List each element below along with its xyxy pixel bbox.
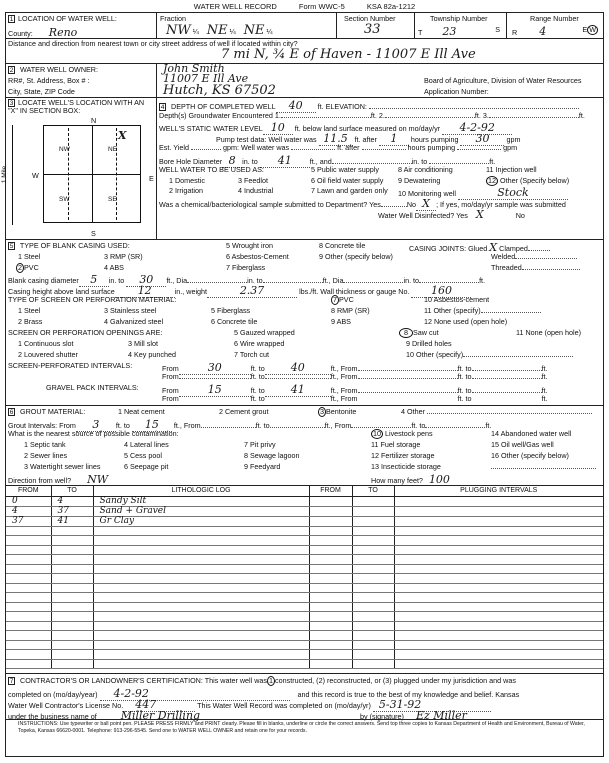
range-label: Range Number <box>530 14 579 23</box>
log-cell[interactable] <box>394 516 603 526</box>
opening-7[interactable]: 7 Torch cut <box>234 350 270 359</box>
log-cell[interactable]: Sandy Silt <box>93 496 309 506</box>
board-label: Board of Agriculture, Division of Water Resources <box>424 76 582 85</box>
log-cell[interactable] <box>394 621 603 631</box>
range-field[interactable]: R 4 E W <box>512 25 596 38</box>
log-cell[interactable] <box>51 526 93 536</box>
log-cell[interactable] <box>6 545 51 555</box>
log-cell[interactable] <box>394 526 603 536</box>
use-8[interactable]: 8 Air conditioning <box>398 165 453 174</box>
log-cell[interactable] <box>309 640 352 650</box>
welded-field[interactable]: Welded <box>491 252 577 261</box>
col-lithologic-log: LITHOLOGIC LOG <box>93 486 309 496</box>
section5-label: 5 TYPE OF BLANK CASING USED: <box>9 241 130 250</box>
contam-10[interactable]: 10 Livestock pens <box>373 429 433 438</box>
log-cell[interactable] <box>352 640 394 650</box>
gravel-interval-1[interactable]: From 15 ft. to 41 ft., From ft. to ft. <box>162 383 548 396</box>
section6-label: 6 GROUT MATERIAL: <box>9 407 86 416</box>
fraction-field[interactable]: NW ¼ NE ¼ NE ¼ <box>166 23 273 38</box>
contam-4[interactable]: 4 Lateral lines <box>124 440 169 449</box>
screen-9[interactable]: 9 ABS <box>331 317 351 326</box>
opening-9[interactable]: 9 Drilled holes <box>406 339 452 348</box>
log-cell[interactable] <box>309 621 352 631</box>
log-cell[interactable] <box>352 612 394 622</box>
contam-11[interactable]: 11 Fuel storage <box>371 440 421 449</box>
log-cell[interactable] <box>51 536 93 546</box>
opening-2[interactable]: 2 Louvered shutter <box>18 350 78 359</box>
signature-field[interactable]: by (signature) Ez Miller <box>360 709 467 722</box>
log-cell[interactable] <box>93 631 309 641</box>
opening-11[interactable]: 11 None (open hole) <box>516 328 581 337</box>
contam-12[interactable]: 12 Fertilizer storage <box>371 451 435 460</box>
casing-4[interactable]: 4 ABS <box>104 263 124 272</box>
grout-intervals-field[interactable]: Grout Intervals: From 3 ft. to 15 ft., From ft. to ft., From ft. to ft. <box>8 418 492 431</box>
quadrant-nw[interactable]: NW <box>59 146 70 153</box>
log-cell[interactable] <box>93 650 309 660</box>
feet-field[interactable]: How many feet? 100 <box>371 473 450 486</box>
log-cell[interactable] <box>51 545 93 555</box>
log-cell[interactable] <box>394 640 603 650</box>
owner-city-field[interactable]: Hutch, KS 67502 <box>163 83 276 98</box>
casing-joints-field[interactable]: CASING JOINTS: Glued X Clamped <box>409 241 550 254</box>
log-cell[interactable] <box>51 555 93 565</box>
application-number-label: Application Number: <box>424 87 489 96</box>
log-cell[interactable] <box>352 650 394 660</box>
log-cell[interactable] <box>394 564 603 574</box>
city-label: City, State, ZIP Code <box>8 87 75 96</box>
log-cell[interactable] <box>394 536 603 546</box>
log-cell[interactable] <box>6 526 51 536</box>
table-row <box>6 516 603 526</box>
screen-material-label: TYPE OF SCREEN OR PERFORATION MATERIAL: <box>8 295 177 304</box>
log-cell[interactable] <box>93 564 309 574</box>
log-cell[interactable] <box>51 659 93 669</box>
log-cell[interactable] <box>6 621 51 631</box>
opening-4[interactable]: 4 Key punched <box>128 350 176 359</box>
log-cell[interactable] <box>93 621 309 631</box>
contam-3[interactable]: 3 Watertight sewer lines <box>24 462 101 471</box>
log-cell[interactable] <box>93 574 309 584</box>
log-cell[interactable] <box>309 659 352 669</box>
casing-9[interactable]: 9 Other (specify below) <box>319 252 393 261</box>
log-cell[interactable] <box>51 640 93 650</box>
log-cell[interactable] <box>352 631 394 641</box>
opening-1[interactable]: 1 Continuous slot <box>18 339 74 348</box>
mile-label: 1 Mile <box>1 165 9 184</box>
log-cell[interactable] <box>6 574 51 584</box>
log-cell[interactable] <box>352 574 394 584</box>
use-5[interactable]: 5 Public water supply <box>311 165 379 174</box>
log-cell[interactable] <box>309 612 352 622</box>
log-cell[interactable] <box>6 602 51 612</box>
certification-line-1: 7 CONTRACTOR'S OR LANDOWNER'S CERTIFICATION: This water well was 1 constructed, (2) reconstructed, or (3) plugged under my jurisdiction and was <box>9 676 516 685</box>
opening-3[interactable]: 3 Mill slot <box>128 339 158 348</box>
table-row <box>6 526 603 536</box>
table-row <box>6 631 603 641</box>
screen-12[interactable]: 12 None used (open hole) <box>424 317 508 326</box>
log-cell[interactable] <box>309 526 352 536</box>
log-cell[interactable]: 37 <box>51 506 93 516</box>
screen-7[interactable]: 7 PVC <box>333 295 354 304</box>
log-cell[interactable]: 0 <box>6 496 51 506</box>
grout-2[interactable]: 2 Cement grout <box>219 407 269 416</box>
col-plug-from: FROM <box>309 486 352 496</box>
log-cell[interactable] <box>309 593 352 603</box>
log-cell[interactable] <box>6 659 51 669</box>
section3-label: 3 LOCATE WELL'S LOCATION WITH AN "X" IN SECTION BOX: <box>8 98 145 115</box>
table-row <box>6 659 603 669</box>
log-cell[interactable] <box>51 564 93 574</box>
quadrant-se[interactable]: SE <box>108 196 117 203</box>
instructions-text: INSTRUCTIONS: Use typewriter or ball point pen. PLEASE PRESS FIRMLY and PRINT clearly. Please fill in blanks, underline or circle the correct answers. Send top three copies to Kansas Department of Health and Environment, Bureau of Water, Topeka, Kansas 66620-0001. Telephone: 913-296-5545. Send one to WATER WELL OWNER and retain one for your records. <box>18 721 585 734</box>
log-cell[interactable]: Gr Clay <box>93 516 309 526</box>
log-cell[interactable] <box>51 602 93 612</box>
table-row <box>6 545 603 555</box>
screen-10[interactable]: 10 Asbestos-cement <box>424 295 490 304</box>
table-row <box>6 621 603 631</box>
use-4[interactable]: 4 Industrial <box>238 186 274 195</box>
log-cell[interactable] <box>51 574 93 584</box>
log-cell[interactable] <box>6 612 51 622</box>
south-label: S <box>91 229 96 238</box>
est-yield-field[interactable]: Est. Yield gpm: Well water was ft. after hours pumping gpm <box>159 143 518 152</box>
direction-field[interactable]: Direction from well? NW <box>8 473 109 486</box>
log-cell[interactable] <box>394 574 603 584</box>
log-cell[interactable] <box>394 555 603 565</box>
grout-3[interactable]: 3 Bentonite <box>320 407 357 416</box>
contam-other-field[interactable] <box>491 462 596 471</box>
table-row <box>6 496 603 506</box>
log-cell[interactable] <box>93 602 309 612</box>
log-cell[interactable] <box>93 526 309 536</box>
log-cell[interactable] <box>6 640 51 650</box>
use-12[interactable]: 12 Other (Specify below) <box>488 176 570 185</box>
screen-4[interactable]: 4 Galvanized steel <box>104 317 164 326</box>
log-cell[interactable] <box>394 631 603 641</box>
log-cell[interactable] <box>93 555 309 565</box>
county-field[interactable]: County: Reno <box>8 26 78 39</box>
casing-6[interactable]: 6 Asbestos-Cement <box>226 252 289 261</box>
log-cell[interactable] <box>309 564 352 574</box>
log-cell[interactable] <box>6 631 51 641</box>
business-name-field[interactable]: under the business name of Miller Drilling <box>8 709 201 722</box>
screen-5[interactable]: 5 Fiberglass <box>211 306 251 315</box>
log-cell[interactable] <box>309 555 352 565</box>
log-cell[interactable] <box>352 564 394 574</box>
log-cell[interactable] <box>51 631 93 641</box>
casing-3[interactable]: 3 RMP (SR) <box>104 252 143 261</box>
table-row <box>6 536 603 546</box>
log-cell[interactable] <box>394 659 603 669</box>
log-cell[interactable] <box>309 506 352 516</box>
township-field[interactable]: T 23 S <box>418 25 500 38</box>
use-11[interactable]: 11 Injection well <box>486 165 537 174</box>
log-cell[interactable] <box>51 593 93 603</box>
log-cell[interactable] <box>352 659 394 669</box>
casing-2[interactable]: 2 PVC <box>18 263 39 272</box>
log-cell[interactable] <box>352 506 394 516</box>
north-label: N <box>91 116 97 125</box>
log-cell[interactable] <box>394 612 603 622</box>
contam-2[interactable]: 2 Sewer lines <box>24 451 68 460</box>
log-cell[interactable] <box>309 650 352 660</box>
section1-label: 1 LOCATION OF WATER WELL: <box>9 14 117 23</box>
use-10[interactable]: 10 Monitoring well Stock <box>398 186 568 200</box>
contam-9[interactable]: 9 Feedyard <box>244 462 281 471</box>
pump-test-field[interactable]: Pump test data: Well water was 11.5 ft. after 1 hours pumping 30 gpm <box>216 132 521 145</box>
log-cell[interactable] <box>309 496 352 506</box>
distance-field[interactable]: 7 mi N, ¾ E of Haven - 11007 E Ill Ave <box>221 47 476 62</box>
township-label: Township Number <box>430 14 488 23</box>
owner-address-field[interactable]: 11007 E Ill Ave <box>163 72 249 85</box>
log-cell[interactable] <box>352 583 394 593</box>
log-cell[interactable] <box>352 496 394 506</box>
contamination-label: What is the nearest source of possible contamination: <box>8 429 179 438</box>
opening-6[interactable]: 6 Wire wrapped <box>234 339 285 348</box>
contam-5[interactable]: 5 Cess pool <box>124 451 162 460</box>
contam-16[interactable]: 16 Other (specify below) <box>491 451 569 460</box>
casing-7[interactable]: 7 Fiberglass <box>226 263 266 272</box>
static-level-field[interactable]: WELL'S STATIC WATER LEVEL 10 ft. below land surface measured on mo/day/yr 4-2-92 <box>159 121 512 135</box>
license-field[interactable]: Water Well Contractor's License No. 447 This Water Well Record was completed on (mo/day/yr) 5-31-92 <box>8 698 491 712</box>
col-to: TO <box>51 486 93 496</box>
log-cell[interactable] <box>93 536 309 546</box>
table-row <box>6 574 603 584</box>
log-cell[interactable] <box>93 545 309 555</box>
log-cell[interactable] <box>352 536 394 546</box>
log-cell[interactable] <box>394 506 603 516</box>
use-6[interactable]: 6 Oil field water supply <box>311 176 384 185</box>
log-cell[interactable] <box>93 612 309 622</box>
table-row <box>6 593 603 603</box>
log-cell[interactable] <box>352 526 394 536</box>
log-cell[interactable] <box>352 516 394 526</box>
completed-date-field[interactable]: completed on (mo/day/year) 4-2-92 and this record is true to the best of my knowledge and belief. Kansas <box>8 687 520 700</box>
casing-8[interactable]: 8 Concrete tile <box>319 241 366 250</box>
opening-5[interactable]: 5 Gauzed wrapped <box>234 328 295 337</box>
table-row <box>6 564 603 574</box>
form-title: WATER WELL RECORD Form WWC-5 KSA 82a-1212 <box>193 2 416 11</box>
log-cell[interactable] <box>352 602 394 612</box>
opening-8[interactable]: 8 Saw cut <box>399 328 439 338</box>
section-box[interactable] <box>43 125 141 223</box>
log-cell[interactable] <box>394 545 603 555</box>
grout-4[interactable]: 4 Other <box>401 407 592 416</box>
screen-2[interactable]: 2 Brass <box>18 317 43 326</box>
log-cell[interactable] <box>352 621 394 631</box>
log-cell[interactable] <box>6 555 51 565</box>
disinfected-field[interactable]: Water Well Disinfected? Yes X No <box>378 208 525 221</box>
log-cell[interactable] <box>309 631 352 641</box>
table-row <box>6 612 603 622</box>
log-cell[interactable] <box>51 621 93 631</box>
contam-7[interactable]: 7 Pit privy <box>244 440 276 449</box>
screen-6[interactable]: 6 Concrete tile <box>211 317 258 326</box>
col-from: FROM <box>6 486 51 496</box>
casing-5[interactable]: 5 Wrought iron <box>226 241 274 250</box>
screen-1[interactable]: 1 Steel <box>18 306 41 315</box>
section-number-label: Section Number <box>344 14 396 23</box>
log-cell[interactable] <box>6 650 51 660</box>
log-cell[interactable]: Sand + Gravel <box>93 506 309 516</box>
screen-11[interactable]: 11 Other (specify) <box>424 306 541 315</box>
table-row <box>6 602 603 612</box>
screen-interval-1[interactable]: From 30 ft. to 40 ft., From ft. to ft. <box>162 361 548 374</box>
log-cell[interactable] <box>309 536 352 546</box>
log-cell[interactable]: 4 <box>51 496 93 506</box>
groundwater-field[interactable]: Depth(s) Groundwater Encountered 1. ft. 2. ft. 3. ft. <box>159 111 585 120</box>
col-plug-to: TO <box>352 486 394 496</box>
gravel-interval-2[interactable]: From ft. to ft., From ft. to ft. <box>162 394 548 403</box>
use-label: WELL WATER TO BE USED AS: <box>159 165 264 174</box>
log-cell[interactable] <box>352 545 394 555</box>
address-label: RR#, St. Address, Box # : <box>8 76 90 85</box>
contam-1[interactable]: 1 Septic tank <box>24 440 66 449</box>
use-2[interactable]: 2 Irrigation <box>169 186 203 195</box>
table-row <box>6 506 603 516</box>
screen-3[interactable]: 3 Stainless steel <box>104 306 157 315</box>
contam-8[interactable]: 8 Sewage lagoon <box>244 451 300 460</box>
contam-14[interactable]: 14 Abandoned water well <box>491 429 572 438</box>
log-cell[interactable] <box>309 602 352 612</box>
contam-6[interactable]: 6 Seepage pit <box>124 462 169 471</box>
table-row <box>6 640 603 650</box>
well-location-mark-icon: X <box>118 129 127 142</box>
depth-field[interactable]: 4 DEPTH OF COMPLETED WELL 40 ft. ELEVATION: <box>159 99 579 113</box>
east-label: E <box>149 174 154 183</box>
log-cell[interactable] <box>394 602 603 612</box>
contam-15[interactable]: 15 Oil well/Gas well <box>491 440 554 449</box>
table-row <box>6 555 603 565</box>
col-plugging-intervals: PLUGGING INTERVALS <box>394 486 603 496</box>
log-cell[interactable] <box>6 593 51 603</box>
lithologic-log-table <box>6 485 603 673</box>
log-cell[interactable] <box>51 583 93 593</box>
log-cell[interactable] <box>309 545 352 555</box>
quadrant-sw[interactable]: SW <box>59 196 70 203</box>
log-cell[interactable] <box>309 516 352 526</box>
log-cell[interactable] <box>309 583 352 593</box>
section-number-field[interactable]: 33 <box>364 22 381 37</box>
water-well-record-form <box>1 12 604 757</box>
threaded-field[interactable]: Threaded <box>491 263 580 272</box>
mile-arrow-icon <box>12 125 13 225</box>
log-cell[interactable] <box>51 612 93 622</box>
log-cell[interactable] <box>352 555 394 565</box>
screen-interval-2[interactable]: From ft. to ft., From ft. to ft. <box>162 372 548 381</box>
log-cell[interactable] <box>6 536 51 546</box>
log-cell[interactable] <box>51 650 93 660</box>
screen-8[interactable]: 8 RMP (SR) <box>331 306 370 315</box>
opening-10[interactable]: 10 Other (specify) <box>406 350 573 359</box>
log-cell[interactable]: 37 <box>6 516 51 526</box>
constructed-option[interactable]: 1 <box>269 676 274 685</box>
grout-1[interactable]: 1 Neat cement <box>118 407 165 416</box>
log-cell[interactable] <box>93 659 309 669</box>
bore-hole-field[interactable]: Bore Hole Diameter 8 in. to 41 ft., and in. to ft. <box>159 154 496 167</box>
log-cell[interactable] <box>394 496 603 506</box>
sample-question[interactable]: Was a chemical/bacteriological sample submitted to Department? Yes No X ; If yes, mo/day/yr sample was submitted <box>159 197 566 210</box>
use-3[interactable]: 3 Feedlot <box>238 176 268 185</box>
owner-name-field[interactable]: John Smith <box>163 62 225 75</box>
use-1[interactable]: 1 Domestic <box>169 176 205 185</box>
log-cell[interactable] <box>6 583 51 593</box>
casing-height-field[interactable]: Casing height above land surface 12 in., weight 2.37 lbs./ft. Wall thickness or gauge No. 160 <box>8 284 471 298</box>
blank-casing-field[interactable]: Blank casing diameter 5 in. to 30 ft., Dia in. to ft., Dia in. to ft. <box>8 273 486 286</box>
screen-intervals-label: SCREEN-PERFORATED INTERVALS: <box>8 361 133 370</box>
table-row <box>6 650 603 660</box>
table-row <box>6 583 603 593</box>
section2-label: 2 WATER WELL OWNER: <box>9 65 98 74</box>
distance-label: Distance and direction from nearest town or city street address of well if located within city? <box>8 39 298 48</box>
log-cell[interactable] <box>394 583 603 593</box>
openings-label: SCREEN OR PERFORATION OPENINGS ARE: <box>8 328 163 337</box>
log-cell[interactable] <box>93 593 309 603</box>
log-cell[interactable]: 4 <box>6 506 51 516</box>
log-cell[interactable] <box>93 640 309 650</box>
quadrant-ne[interactable]: NE <box>108 146 118 153</box>
west-label: W <box>32 171 39 180</box>
log-cell[interactable] <box>394 593 603 603</box>
casing-1[interactable]: 1 Steel <box>18 252 41 261</box>
log-cell[interactable] <box>394 650 603 660</box>
fraction-label: Fraction <box>160 14 186 23</box>
use-7[interactable]: 7 Lawn and garden only <box>311 186 388 195</box>
log-cell[interactable] <box>93 583 309 593</box>
log-cell[interactable]: 41 <box>51 516 93 526</box>
gravel-pack-label: GRAVEL PACK INTERVALS: <box>46 383 139 392</box>
log-cell[interactable] <box>352 593 394 603</box>
use-9[interactable]: 9 Dewatering <box>398 176 441 185</box>
contam-13[interactable]: 13 Insecticide storage <box>371 462 441 471</box>
log-cell[interactable] <box>309 574 352 584</box>
log-cell[interactable] <box>6 564 51 574</box>
